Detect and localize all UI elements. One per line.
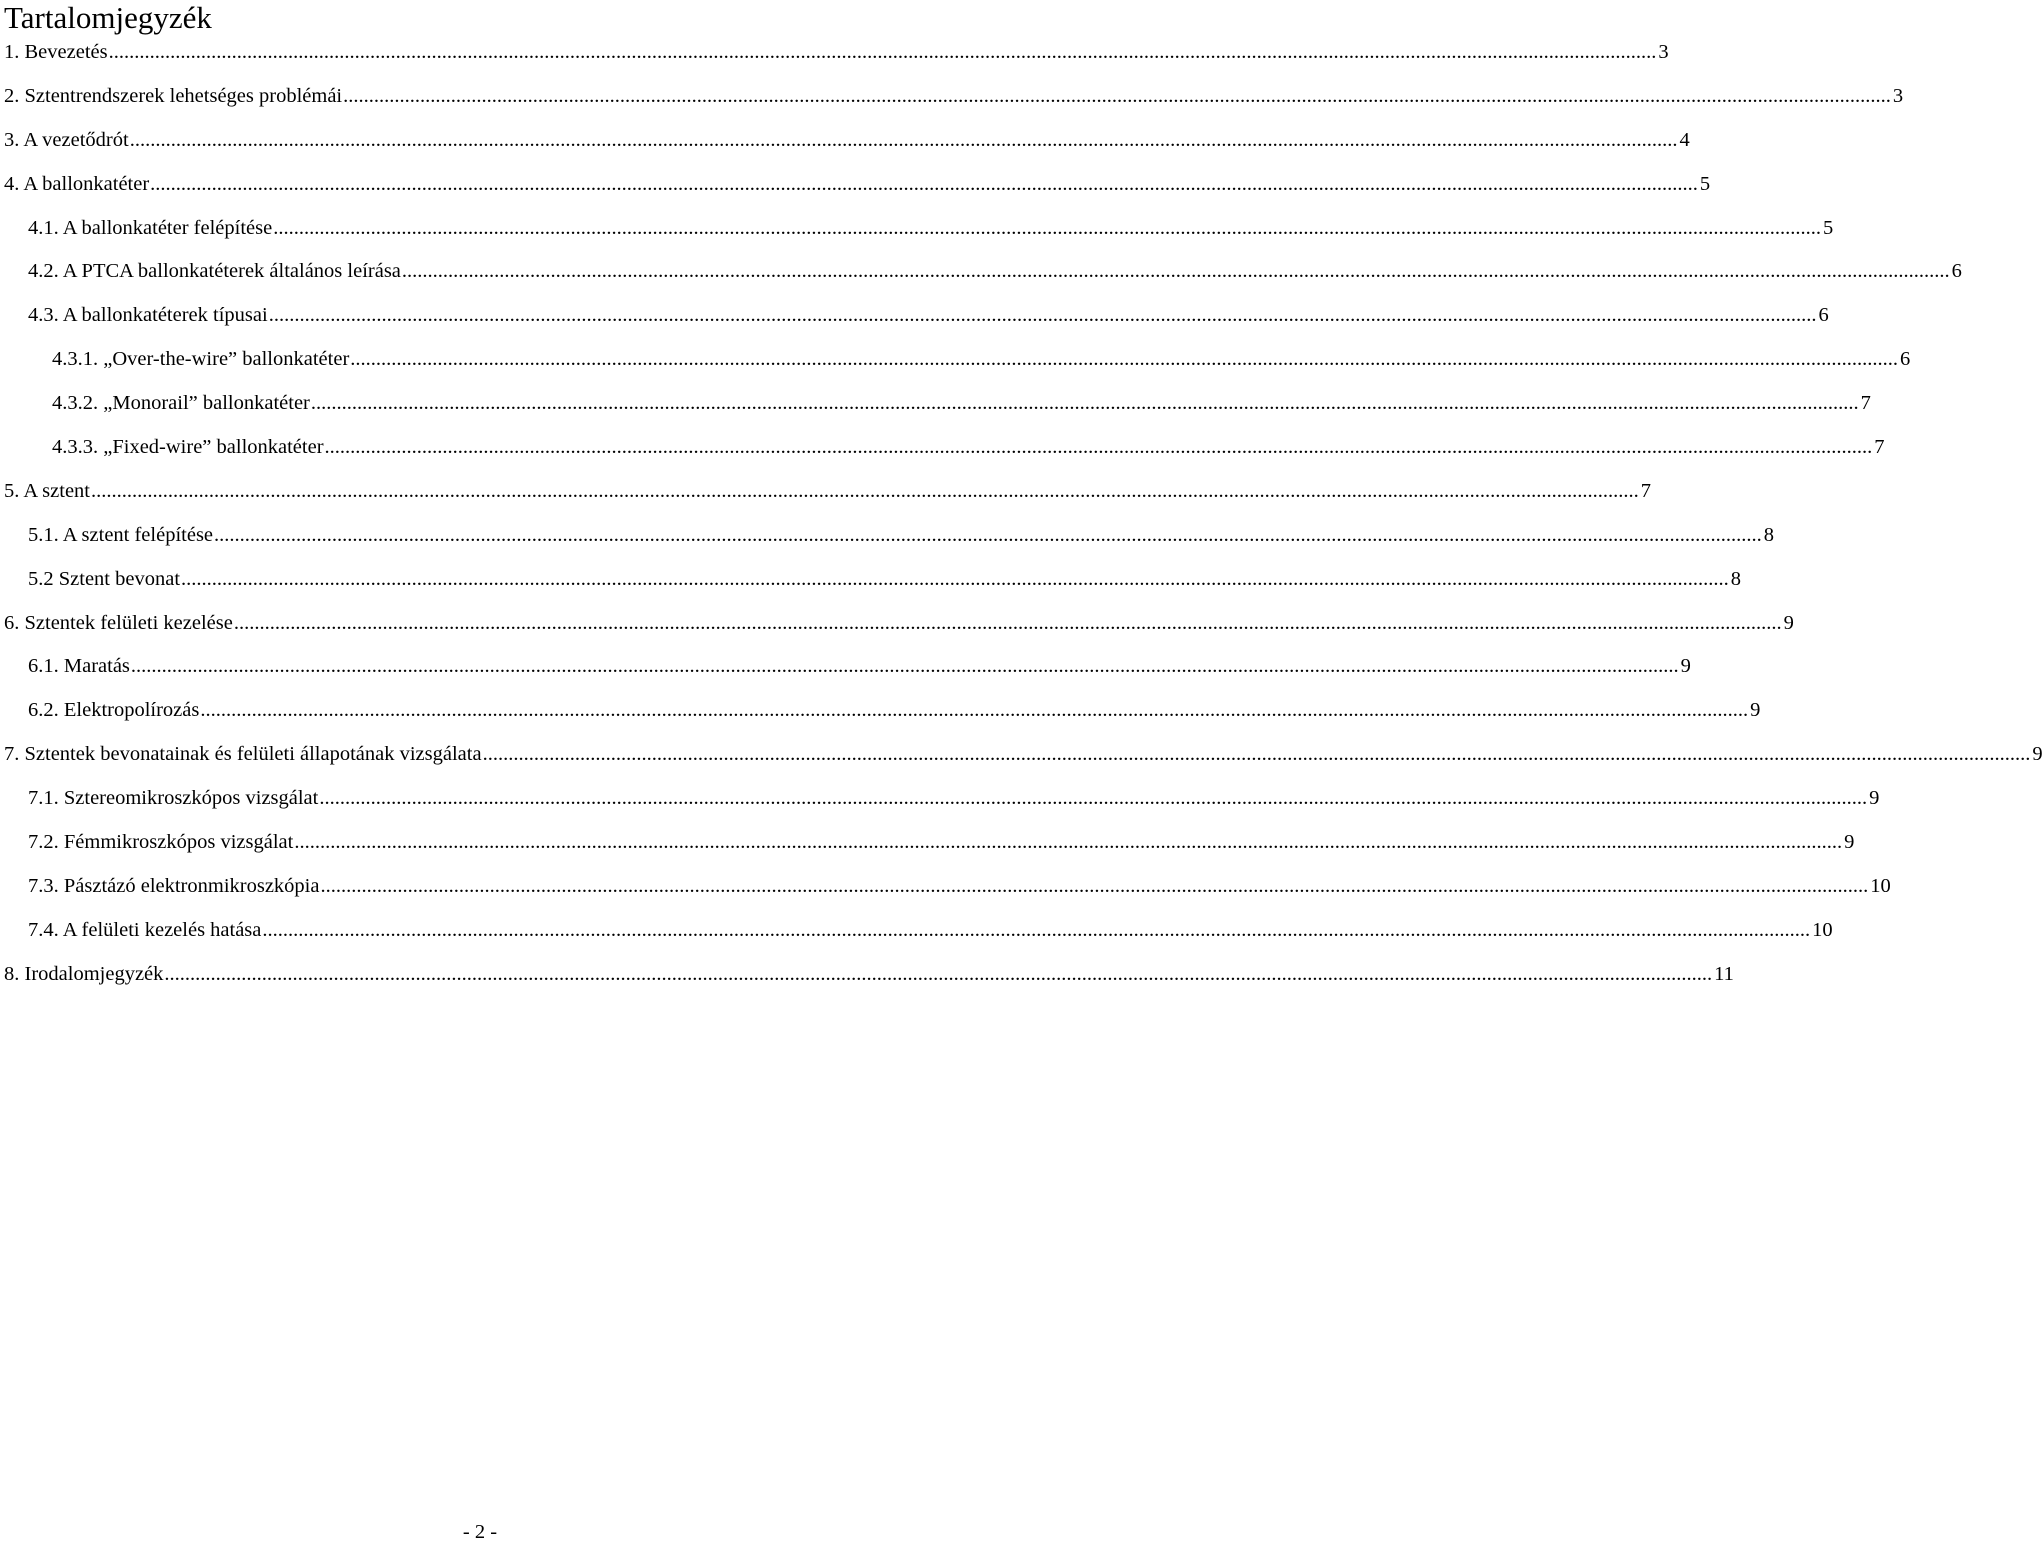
toc-dot-leader	[150, 163, 1698, 207]
toc-entry-page: 8	[1763, 523, 1775, 546]
toc-entry[interactable]	[0, 338, 1911, 382]
toc-entry-label: 7. Sztentek bevonatainak és felületi állapotának vizsgálata	[4, 743, 482, 766]
page-number: - 2 -	[462, 1521, 498, 1543]
toc-entry-page: 10	[1812, 918, 1833, 941]
toc-entry[interactable]	[0, 821, 1855, 865]
toc-entry-label: 6.2. Elektropolírozás	[28, 699, 200, 722]
toc-entry-page: 5	[1699, 172, 1711, 195]
toc-entry-label: 4.3.1. „Over-the-wire” ballonkatéter	[52, 348, 350, 371]
toc-entry-page: 9	[1869, 787, 1880, 810]
toc-dot-leader	[319, 777, 1867, 821]
toc-entry-label: 7.2. Fémmikroszkópos vizsgálat	[28, 831, 294, 854]
toc-dot-leader	[234, 602, 1782, 646]
toc-entry-label: 6. Sztentek felületi kezelése	[4, 611, 233, 634]
toc-dot-leader	[320, 865, 1868, 909]
toc-dot-leader	[269, 294, 1817, 338]
toc-entry[interactable]	[0, 514, 1775, 558]
toc-entry-page: 7	[1860, 392, 1871, 415]
toc-entry[interactable]	[0, 777, 1880, 821]
toc-entry-label: 4.3. A ballonkatéterek típusai	[28, 304, 268, 327]
toc-entry[interactable]	[0, 865, 1891, 909]
toc-entry-page: 9	[1680, 655, 1691, 678]
toc-entry[interactable]	[0, 689, 1761, 733]
toc-entry[interactable]	[0, 382, 1871, 426]
toc-entry[interactable]	[0, 294, 1829, 338]
toc-entry[interactable]	[0, 250, 1962, 294]
toc-entry-label: 4. A ballonkatéter	[4, 172, 150, 195]
toc-entry[interactable]	[0, 602, 1794, 646]
toc-entry-page: 10	[1870, 874, 1891, 897]
toc-entry-page: 7	[1640, 479, 1651, 502]
toc-entry-page: 3	[1658, 41, 1669, 63]
toc-entry-page: 6	[1818, 304, 1829, 327]
toc-dot-leader	[273, 207, 1821, 251]
toc-dot-leader	[311, 382, 1859, 426]
toc-entry[interactable]	[0, 163, 1711, 207]
toc-dot-leader	[130, 119, 1678, 163]
toc-entry-label: 3. A vezetődrót	[4, 128, 129, 151]
toc-dot-leader	[343, 75, 1891, 119]
toc-entry[interactable]	[0, 119, 1690, 163]
toc-entry-label: 5.2 Sztent bevonat	[28, 567, 181, 590]
toc-entry-page: 9	[1783, 611, 1794, 634]
toc-dot-leader	[402, 250, 1950, 294]
toc-entry[interactable]	[0, 31, 1669, 75]
toc-dot-leader	[350, 338, 1898, 382]
toc-dot-leader	[91, 470, 1639, 514]
toc-entry-page: 9	[2032, 743, 2043, 766]
toc-entry-label: 4.2. A PTCA ballonkatéterek általános leírása	[28, 260, 401, 283]
toc-entry-page: 3	[1892, 84, 1904, 107]
toc-dot-leader	[181, 558, 1729, 602]
toc-entry-page: 6	[1951, 260, 1962, 283]
toc-entry-label: 1. Bevezetés	[4, 41, 108, 63]
toc-list	[0, 31, 2043, 997]
toc-dot-leader	[200, 689, 1748, 733]
toc-entry-label: 7.1. Sztereomikroszkópos vizsgálat	[28, 787, 319, 810]
toc-dot-leader	[164, 953, 1712, 997]
toc-entry-label: 6.1. Maratás	[28, 655, 130, 678]
toc-entry-label: 8. Irodalomjegyzék	[4, 962, 164, 985]
toc-entry[interactable]	[0, 470, 1651, 514]
toc-entry-page: 9	[1844, 831, 1855, 854]
toc-entry-label: 7.4. A felületi kezelés hatása	[28, 918, 262, 941]
toc-entry-page: 11	[1714, 962, 1734, 985]
toc-entry[interactable]	[0, 733, 2043, 777]
toc-entry[interactable]	[0, 645, 1691, 689]
toc-title: Tartalomjegyzék	[4, 0, 212, 35]
toc-entry-label: 4.3.2. „Monorail” ballonkatéter	[52, 392, 310, 415]
toc-dot-leader	[325, 426, 1873, 470]
toc-entry[interactable]	[0, 207, 1834, 251]
toc-dot-leader	[109, 31, 1657, 75]
toc-dot-leader	[483, 733, 2031, 777]
toc-dot-leader	[214, 514, 1762, 558]
toc-entry-page: 8	[1730, 567, 1742, 590]
toc-entry[interactable]	[0, 953, 1734, 997]
toc-entry[interactable]	[0, 558, 1742, 602]
toc-entry-label: 7.3. Pásztázó elektronmikroszkópia	[28, 874, 320, 897]
toc-entry-page: 6	[1900, 348, 1911, 371]
toc-entry-label: 5.1. A sztent felépítése	[28, 523, 214, 546]
toc-entry-page: 9	[1750, 699, 1761, 722]
toc-entry-page: 7	[1874, 436, 1885, 459]
toc-entry-page: 4	[1679, 128, 1690, 151]
toc-entry[interactable]	[0, 909, 1833, 953]
toc-entry-page: 5	[1822, 216, 1834, 239]
toc-entry[interactable]	[0, 75, 1904, 119]
toc-dot-leader	[294, 821, 1842, 865]
toc-entry-label: 2. Sztentrendszerek lehetséges problémái	[4, 84, 343, 107]
toc-entry-label: 4.1. A ballonkatéter felépítése	[28, 216, 273, 239]
toc-entry-label: 5. A sztent	[4, 479, 90, 502]
toc-entry-label: 4.3.3. „Fixed-wire” ballonkatéter	[52, 436, 324, 459]
toc-dot-leader	[131, 645, 1679, 689]
toc-dot-leader	[262, 909, 1810, 953]
toc-entry[interactable]	[0, 426, 1885, 470]
